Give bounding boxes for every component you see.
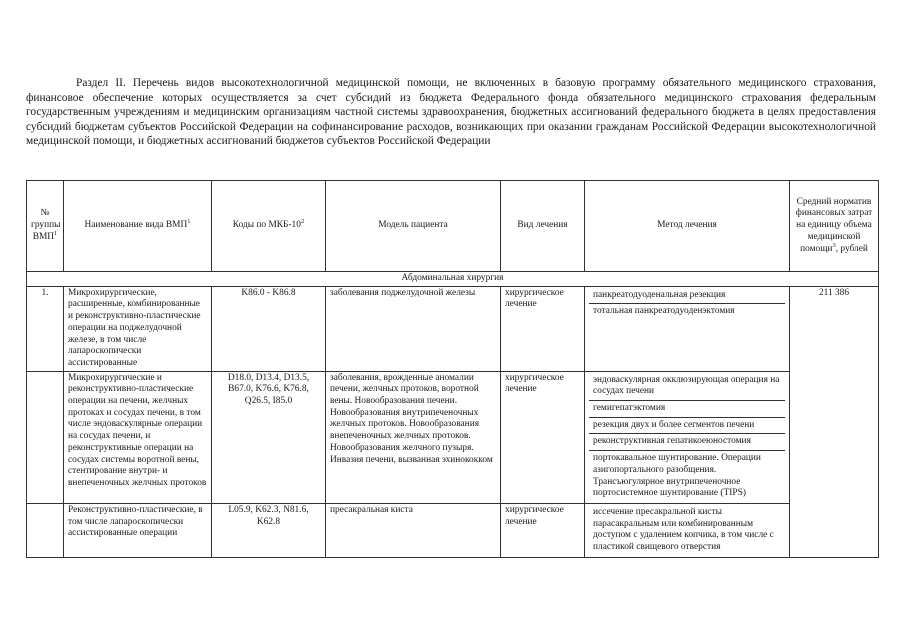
method-item: реконструктивная гепатикоеюностомия: [589, 433, 785, 450]
method-item: портокавальное шунтирование. Операции азигопортального разобщения. Трансъюгулярное внутрипеченочное портосистемное шунтирование (TIPS): [589, 450, 785, 502]
table-row: [27, 286, 879, 371]
row-methods: [585, 503, 790, 557]
row-name: Микрохирургические, расширенные, комбинированные и реконструктивно-пластические операции на поджелудочной железе, в том числе лапароскопически ассистированные: [64, 286, 212, 371]
row-number: [27, 371, 64, 503]
method-item: иссечение пресакральной кисты парасакральным или комбинированным доступом с удалением копчика, в том числе с пластикой свищевого отверстия: [593, 506, 774, 553]
header-cost: Средний норматив финансовых затрат на единицу объема медицинской помощи$^3$, рублей: [790, 181, 879, 272]
method-item: тотальная панкреатодуоденэктомия: [589, 303, 785, 320]
method-item: эндоваскулярная окклюзирующая операция на сосудах печени: [593, 374, 780, 397]
header-name: Наименование вида ВМП$^1$: [64, 181, 212, 272]
header-method: Метод лечения: [585, 181, 790, 272]
vmp-table: [26, 180, 879, 558]
section-intro: [26, 76, 876, 149]
section-row: [27, 272, 879, 287]
row-treatment: хирургическое лечение: [501, 371, 585, 503]
row-number: [27, 503, 64, 557]
table-row: [27, 371, 879, 503]
row-treatment: хирургическое лечение: [501, 503, 585, 557]
row-methods: [585, 371, 790, 503]
row-codes: K86.0 - K86.8: [212, 286, 326, 371]
header-group: № группы ВМП$^1$: [27, 181, 64, 272]
row-cost: 211 386: [790, 286, 879, 557]
row-number: 1.: [27, 286, 64, 371]
header-treatment: Вид лечения: [501, 181, 585, 272]
row-name: Реконструктивно-пластические, в том числе лапароскопически ассистированные операции: [64, 503, 212, 557]
intro-text: Раздел II. Перечень видов высокотехнологичной медицинской помощи, не включенных в базовую программу обязательного медицинского страхования, финансовое обеспечение которых осуществляется за счет субсидий из бюджета Федерального фонда обязательного медицинского страхования федеральным государственным учреждениям и медицинским организациям частной системы здравоохранения, бюджетных ассигнований федерального бюджета в целях предоставления субсидий бюджетам субъектов Российской Федерации на софинансирование расходов, возникающих при оказании гражданам Российской Федерации высокотехнологичной медицинской помощи, и бюджетных ассигнований бюджетов субъектов Российской Федерации: [26, 77, 876, 148]
row-model: заболевания, врожденные аномалии печени, желчных протоков, воротной вены. Новообразования печени. Новообразования внутрипеченочных желчных протоков. Новообразования внепеченочных желчных протоков. Новообразования желчного пузыря. Инвазия печени, вызванная эхинококком: [326, 371, 501, 503]
header-model: Модель пациента: [326, 181, 501, 272]
method-item: панкреатодуоденальная резекция: [593, 289, 726, 300]
method-item: резекция двух и более сегментов печени: [589, 417, 785, 434]
row-model: пресакральная киста: [326, 503, 501, 557]
row-methods: [585, 286, 790, 371]
table-row: [27, 503, 879, 557]
row-treatment: хирургическое лечение: [501, 286, 585, 371]
row-codes: D18.0, D13.4, D13.5, B67.0, K76.6, K76.8, Q26.5, I85.0: [212, 371, 326, 503]
method-item: гемигепатэктомия: [589, 400, 785, 417]
header-codes: Коды по МКБ-$10^2$: [212, 181, 326, 272]
header-row: [27, 181, 879, 272]
row-model: заболевания поджелудочной железы: [326, 286, 501, 371]
row-name: Микрохирургические и реконструктивно-пластические операции на печени, желчных протоках и сосудах печени, в том числе эндоваскулярные операции на сосудах печени, и реконструктивные операции на сосудах системы воротной вены, стентирование внутри- и внепеченочных желчных протоков: [64, 371, 212, 503]
section-title: Абдоминальная хирургия: [27, 272, 879, 287]
row-codes: L05.9, K62.3, N81.6, K62.8: [212, 503, 326, 557]
